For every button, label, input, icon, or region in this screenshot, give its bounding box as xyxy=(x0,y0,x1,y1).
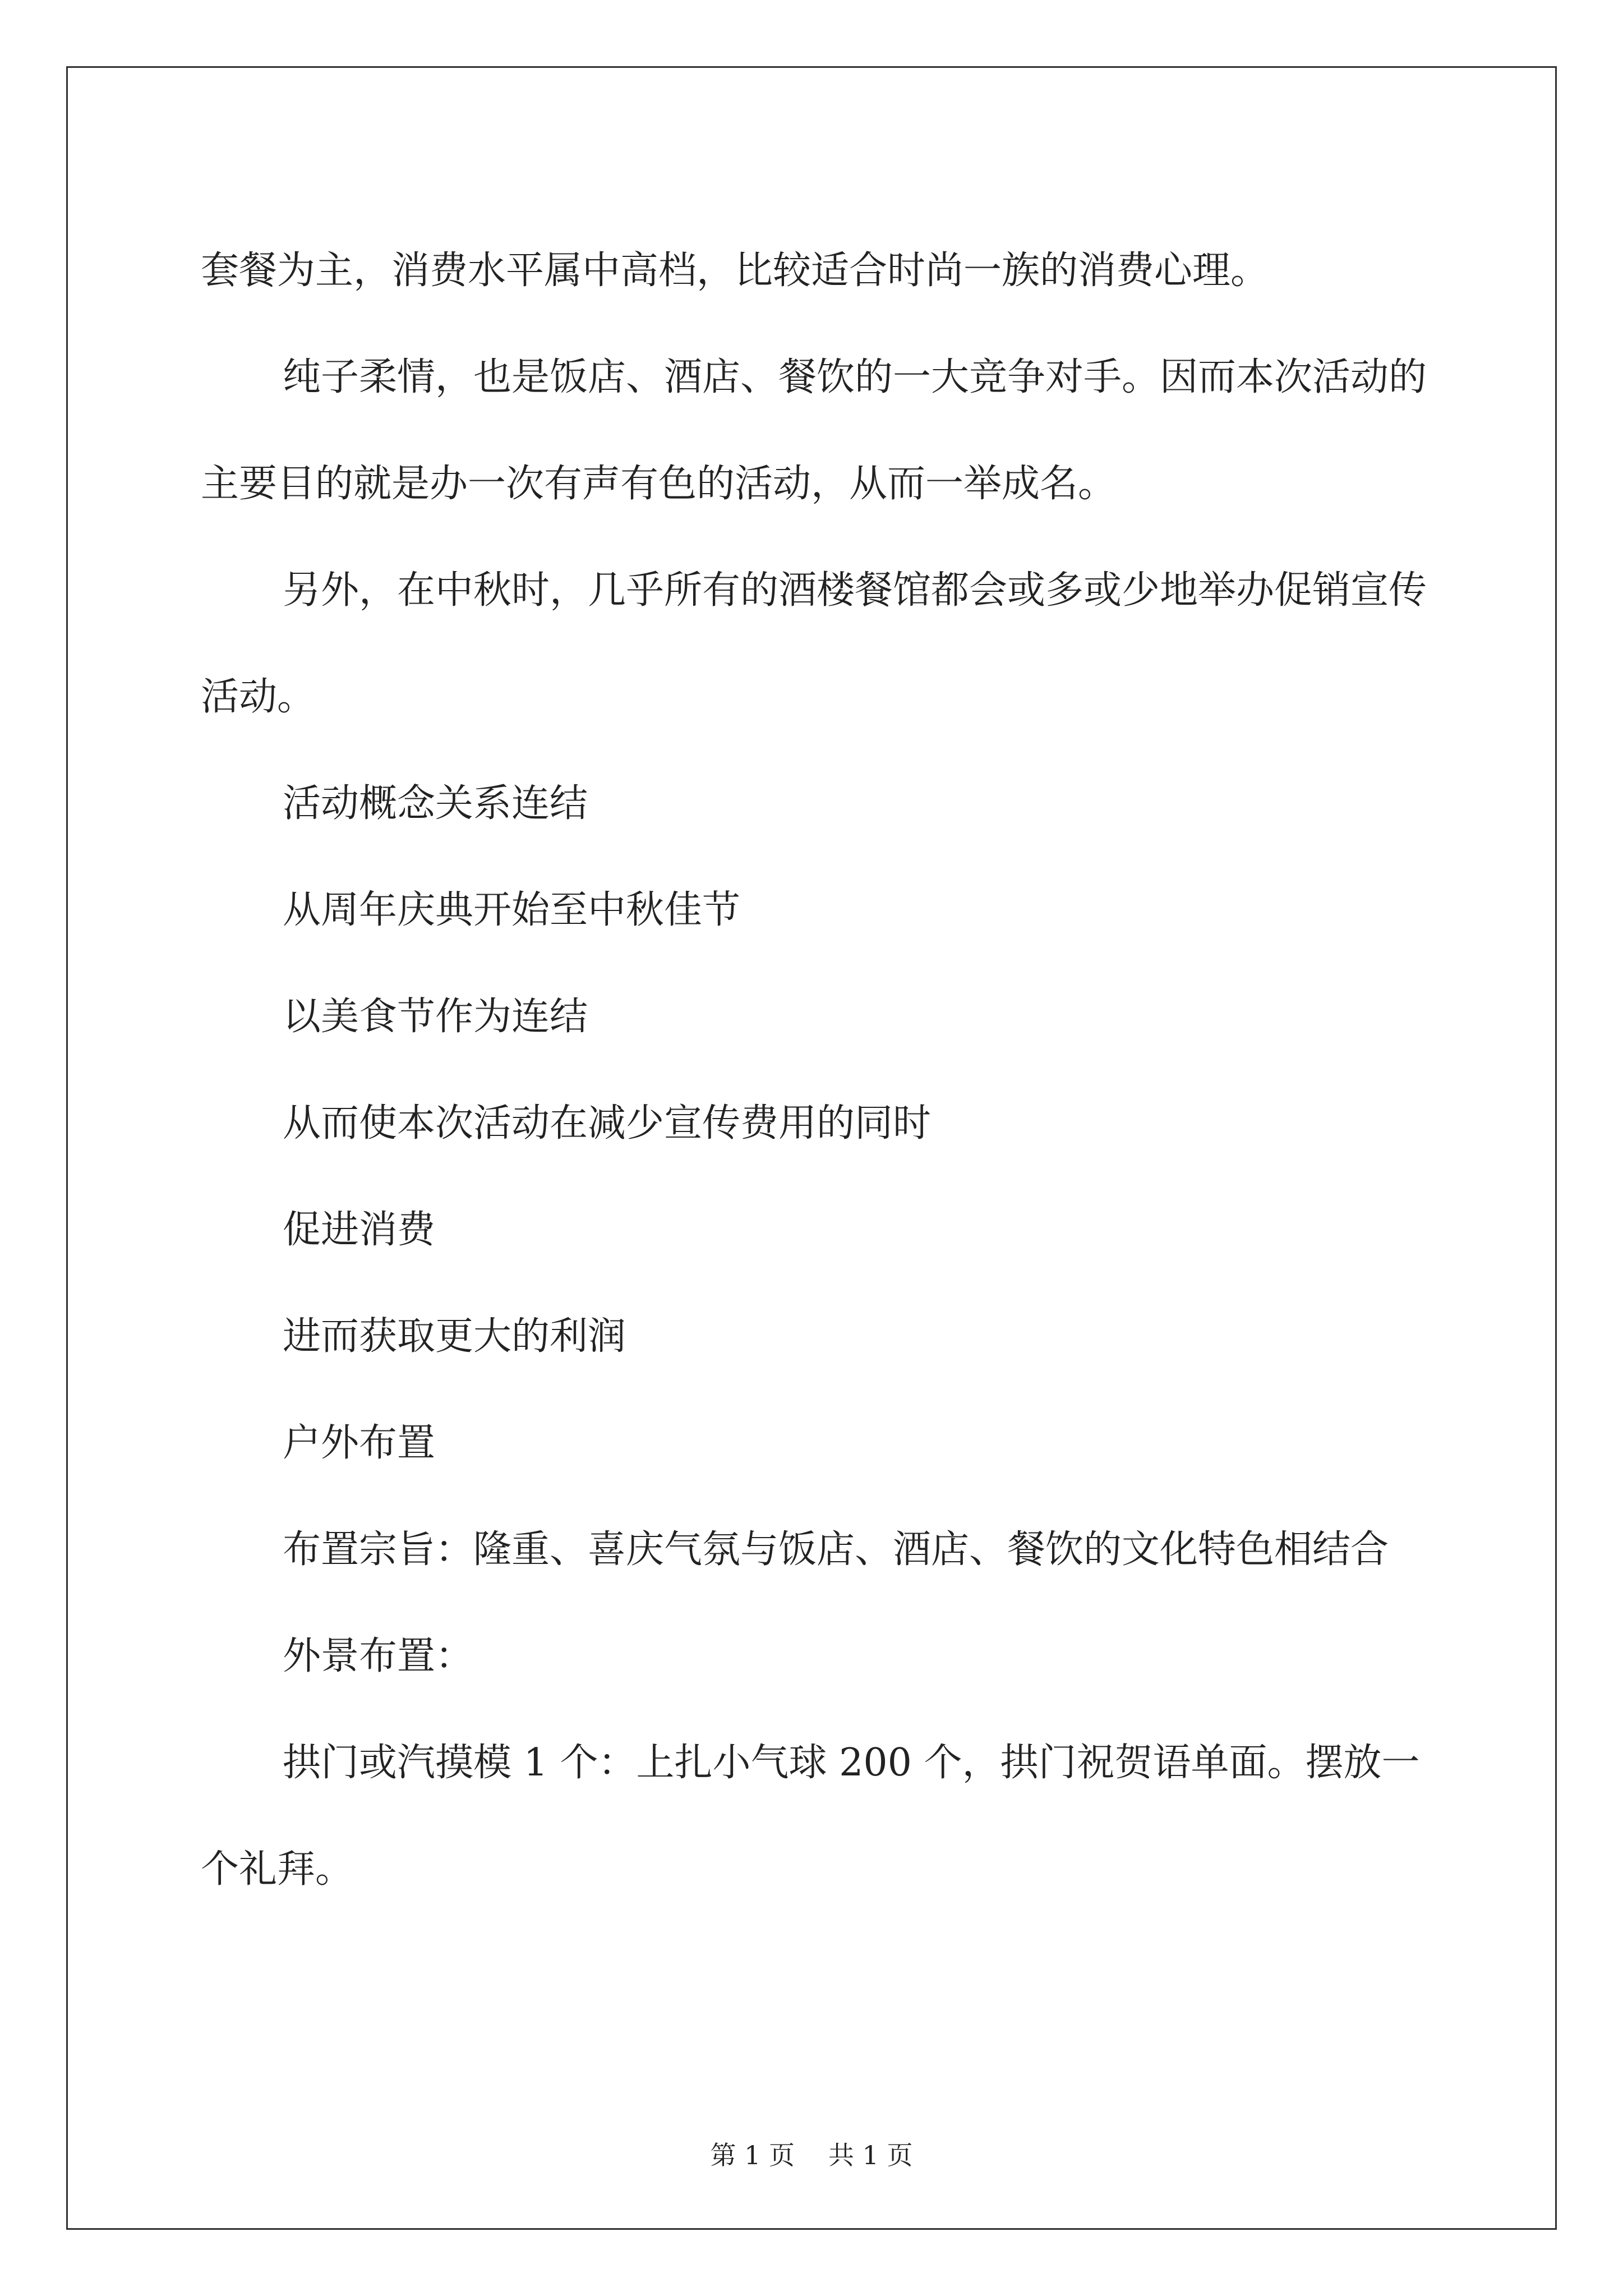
paragraph: 另外，在中秋时，几乎所有的酒楼餐馆都会或多或少地举办促销宣传活动。 xyxy=(201,568,1427,719)
paragraph: 从而使本次活动在减少宣传费用的同时 xyxy=(283,1101,932,1145)
paragraph: 户外布置 xyxy=(283,1421,436,1465)
paragraph: 布置宗旨：隆重、喜庆气氛与饭店、酒店、餐饮的文化特色相结合 xyxy=(283,1527,1389,1572)
paragraph: 纯子柔情，也是饭店、酒店、餐饮的一大竞争对手。因而本次活动的主要目的就是办一次有声有色的活动，从而一举成名。 xyxy=(201,355,1427,506)
paragraph: 从周年庆典开始至中秋佳节 xyxy=(283,888,741,932)
paragraph: 拱门或汽摸模 1 个：上扎小气球 200 个，拱门祝贺语单面。摆放一个礼拜。 xyxy=(201,1741,1420,1892)
paragraph: 活动概念关系连结 xyxy=(283,781,588,826)
paragraph: 促进消费 xyxy=(283,1208,436,1252)
paragraph: 进而获取更大的利润 xyxy=(283,1314,626,1359)
document-body xyxy=(201,218,1435,1923)
page-number: 第 1 页 xyxy=(710,2140,795,2170)
paragraph: 套餐为主，消费水平属中高档，比较适合时尚一族的消费心理。 xyxy=(201,249,1269,293)
page-footer xyxy=(0,2138,1623,2172)
paragraph: 以美食节作为连结 xyxy=(283,995,588,1039)
paragraph: 外景布置： xyxy=(283,1634,474,1678)
page-total: 共 1 页 xyxy=(828,2140,913,2170)
